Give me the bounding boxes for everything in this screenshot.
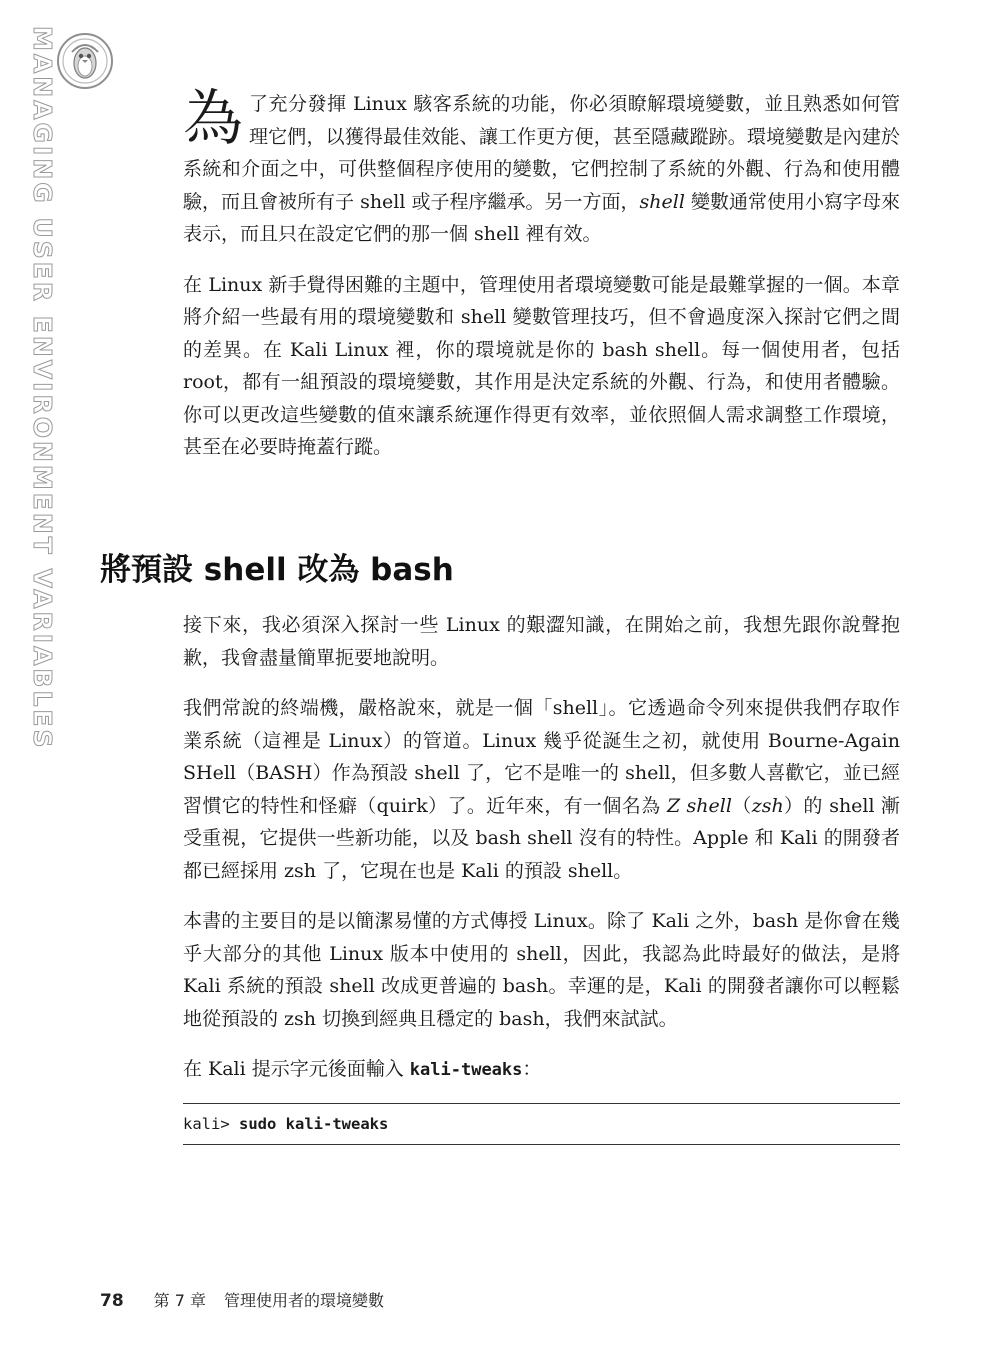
code-block bbox=[183, 1103, 900, 1145]
section-paragraph-2-c: ）的 shell 漸受重視，它提供一些新功能，以及 bash shell 沒有的特性。Apple 和 Kali 的開發者都已經採用 zsh 了，它現在也是 Kali 的預設 shell。 bbox=[183, 794, 900, 882]
intro-paragraph-1-text: 了充分發揮 Linux 駭客系統的功能，你必須瞭解環境變數，並且熟悉如何管理它們，以獲得最佳效能、讓工作更方便，甚至隱藏蹤跡。環境變數是內建於系統和介面之中，可供整個程序使用的變數，它們控制了系統的外觀、行為和使用體驗，而且會被所有子 shell 或子程序繼承。另一方面， bbox=[183, 93, 900, 213]
section-paragraph-2 bbox=[183, 692, 900, 887]
intro-paragraph-1-tail: 變數通常使用小寫字母來表示，而且只在設定它們的那一個 shell 裡有效。 bbox=[183, 190, 900, 245]
section-heading: 將預設 shell 改為 bash bbox=[100, 552, 454, 588]
section-paragraph-3: 本書的主要目的是以簡潔易懂的方式傳授 Linux。除了 Kali 之外，bash 是你會在幾乎大部分的其他 Linux 版本中使用的 shell，因此，我認為此時最好的做法，是將 Kali 系統的預設 shell 改成更普遍的 bash。幸運的是，Kali 的開發者讓你可以輕鬆地從預設的 zsh 切換到經典且穩定的 bash，我們來試試。 bbox=[183, 910, 900, 1030]
code-command: sudo kali-tweaks bbox=[239, 1114, 389, 1133]
section-paragraph-2-italic-2: zsh bbox=[751, 794, 784, 817]
inline-command: kali-tweaks bbox=[409, 1060, 523, 1080]
intro-paragraph-2: 在 Linux 新手覺得困難的主題中，管理使用者環境變數可能是最難掌握的一個。本章將介紹一些最有用的環境變數和 shell 變數管理技巧，但不會過度深入探討它們之間的差異。在 Kali Linux 裡，你的環境就是你的 bash shell。每一個使用者，包括 root，都有一組預設的環境變數，其作用是決定系統的外觀、行為，和使用者體驗。你可以更改這些變數的值來讓系統運作得更有效率，並依照個人需求調整工作環境，甚至在必要時掩蓋行蹤。 bbox=[183, 273, 900, 458]
intro-section bbox=[183, 84, 900, 482]
section-paragraph-2-b: （ bbox=[731, 794, 752, 817]
section-paragraph-2-italic-1: Z shell bbox=[666, 794, 732, 817]
page-footer bbox=[100, 1288, 384, 1311]
intro-paragraph-1-italic: shell bbox=[639, 190, 685, 213]
side-chapter-title: MANAGING USER ENVIRONMENT VARIABLES bbox=[28, 26, 57, 751]
chapter-title: 管理使用者的環境變數 bbox=[224, 1291, 385, 1310]
section-paragraph-4-text: 在 Kali 提示字元後面輸入 bbox=[183, 1058, 410, 1080]
code-prompt: kali> bbox=[183, 1114, 239, 1133]
penguin-hacker-logo-icon bbox=[56, 32, 114, 90]
section-body bbox=[183, 609, 900, 1145]
page-number: 78 bbox=[100, 1291, 124, 1311]
section-paragraph-1: 接下來，我必須深入探討一些 Linux 的艱澀知識，在開始之前，我想先跟你說聲抱歉，我會盡量簡單扼要地說明。 bbox=[183, 614, 900, 669]
chapter-number: 第 7 章 bbox=[153, 1291, 207, 1310]
drop-cap: 為 bbox=[183, 84, 243, 154]
intro-paragraph-1 bbox=[183, 84, 900, 251]
section-paragraph-2-a: 我們常說的終端機，嚴格說來，就是一個「shell」。它透過命令列來提供我們存取作業系統（這裡是 Linux）的管道。Linux 幾乎從誕生之初，就使用 Bourne-Again SHell（BASH）作為預設 shell 了，它不是唯一的 shell，但多數人喜歡它，並已經習慣它的特性和怪癖（quirk）了。近年來，有一個名為 bbox=[183, 697, 900, 817]
section-paragraph-4-tail: ： bbox=[522, 1058, 542, 1080]
section-paragraph-4 bbox=[183, 1053, 900, 1087]
